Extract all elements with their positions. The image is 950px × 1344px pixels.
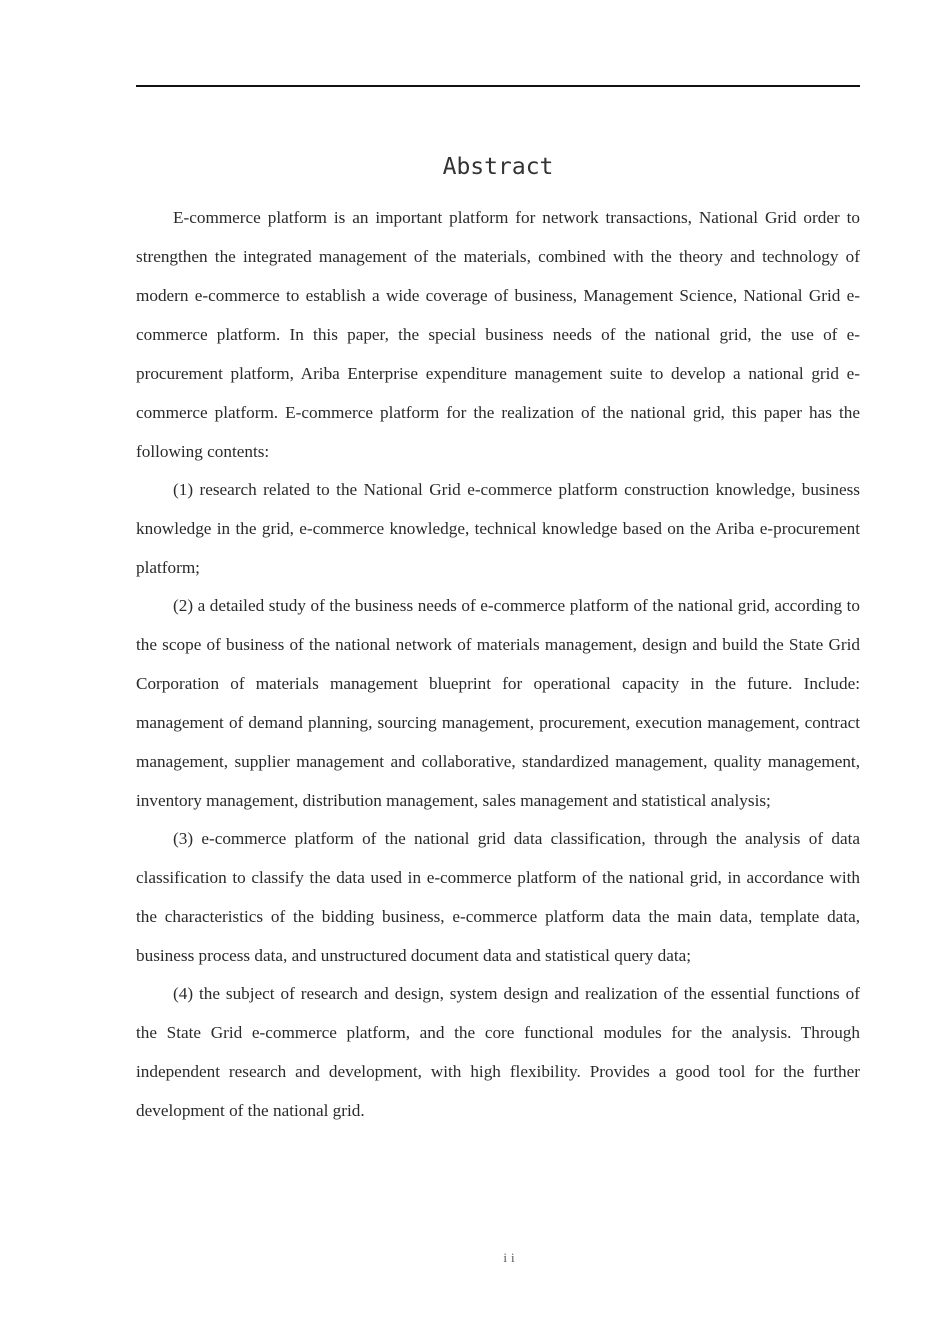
abstract-paragraph-1: (1) research related to the National Grid e-commerce platform construction knowledge, business knowledge in the grid, e-commerce knowledge, technical knowledge based on the Ariba e-procurement platform;: [136, 480, 860, 577]
abstract-paragraph-3: (3) e-commerce platform of the national grid data classification, through the analysis of data classification to classify the data used in e-commerce platform of the national grid, in accordance with the characteristics of the bidding business, e-commerce platform data the main data, template data, business process data, and unstructured document data and statistical query data;: [136, 829, 860, 965]
page-number: ii: [503, 1250, 519, 1265]
page-title: Abstract: [442, 154, 554, 180]
abstract-paragraph-4: (4) the subject of research and design, system design and realization of the essential functions of the State Grid e-commerce platform, and the core functional modules for the analysis. Through independent research and development, with high flexibility. Provides a good tool for the further development of the national grid.: [136, 984, 860, 1120]
abstract-body: [136, 198, 860, 1130]
header-rule: [136, 85, 860, 87]
abstract-paragraph-intro: E-commerce platform is an important platform for network transactions, National Grid order to strengthen the integrated management of the materials, combined with the theory and technology of modern e-commerce to establish a wide coverage of business, Management Science, National Grid e-commerce platform. In this paper, the special business needs of the national grid, the use of e-procurement platform, Ariba Enterprise expenditure management suite to develop a national grid e-commerce platform. E-commerce platform for the realization of the national grid, this paper has the following contents:: [136, 208, 860, 461]
abstract-paragraph-2: (2) a detailed study of the business needs of e-commerce platform of the national grid, according to the scope of business of the national network of materials management, design and build the State Grid Corporation of materials management blueprint for operational capacity in the future. Include: management of demand planning, sourcing management, procurement, execution management, contract management, supplier management and collaborative, standardized management, quality management, inventory management, distribution management, sales management and statistical analysis;: [136, 596, 860, 810]
